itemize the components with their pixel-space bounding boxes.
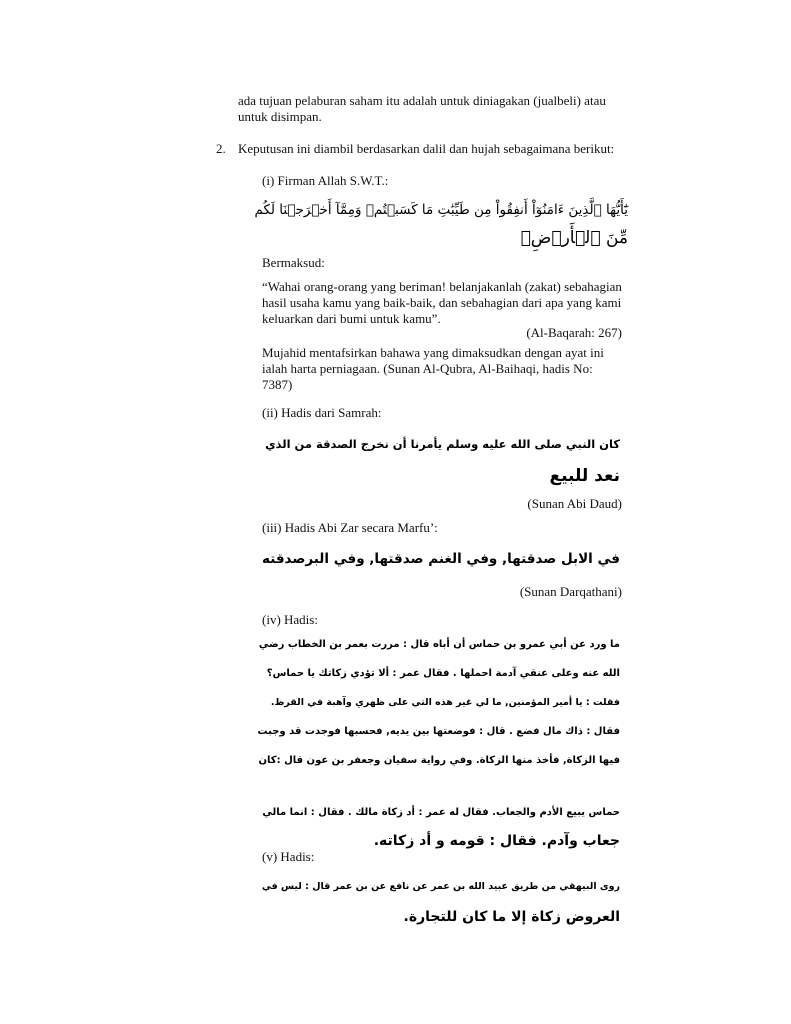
point-2-text: Keputusan ini diambil berdasarkan dalil dan hujah sebagaimana berikut: [238,141,615,156]
hadith-abi-zar-line-1: في الابل صدقتها, وفي الغنم صدقتها, وفي البرصدقته [262,551,620,567]
point-2-number: 2. [216,141,226,156]
item-2-heading: (ii) Hadis dari Samrah: [262,405,382,420]
hadith-hammas-line-7: جعاب وآدم. فقال : قومه و أد زكاته. [373,833,620,849]
quran-verse-line-2: مِّنَ ٱلۡأَرۡضِۖ [520,228,628,248]
hadith-abi-zar [252,542,620,576]
translation-line-2: hasil usaha kamu yang baik-baik, dan sebahagian dari apa yang kami [262,294,622,310]
item-4-heading: (iv) Hadis: [262,612,318,627]
hadith-baihaqi-line-2: العروض زكاة إلا ما كان للتجارة. [403,909,620,925]
hadith-samrah-source: (Sunan Abi Daud) [527,496,622,511]
hadith-hammas-line-3: فقلت : يا أمير المؤمنين, ما لي غير هذه التي على ظهري وآهبة في القرظ. [270,697,620,708]
hadith-hammas-line-1: ما ورد عن أبي عمرو بن حماس أن أباه قال : مررت بعمر بن الخطاب رضي [258,639,620,650]
hadith-hammas-line-5: فيها الزكاة, فأخذ منها الزكاة. وفي رواية سفيان وجعفر بن عون قال :كان [258,755,620,766]
item-5-heading: (v) Hadis: [262,849,315,864]
hadith-baihaqi-line-1: روى البيهقي من طريق عبيد الله بن عمر عن نافع عن بن عمر قال : ليس في [261,881,620,892]
intro-paragraph [238,93,630,125]
hadith-hammas-part-2 [254,798,620,856]
item-3-heading: (iii) Hadis Abi Zar secara Marfu’: [262,520,438,535]
hadith-samrah-line-1: كان النبي صلى الله عليه وسلم يأمرنا أن نخرج الصدقة من الذي [265,437,620,451]
bermaksud-label: Bermaksud: [262,255,325,270]
translation-line-3: keluarkan dari bumi untuk kamu”. [262,310,441,326]
verse-translation [262,279,624,327]
verse-source: (Al-Baqarah: 267) [526,325,622,340]
quran-verse-line-1: يَٰٓأَيُّهَا ٱلَّذِينَ ءَامَنُوٓاْ أَنفِقُواْ مِن طَيِّبَٰتِ مَا كَسَبۡتُمۡ وَمِمَّآ أَخۡرَجۡنَا لَكُم [254,202,628,218]
hadith-samrah [252,428,620,492]
hadith-hammas-line-2: الله عنه وعلى عنقي آدمة احملها . فقال عمر : ألا تؤدي زكاتك يا حماس؟ [266,668,620,679]
hadith-hammas-line-4: فقال : ذاك مال فضع . قال : فوضعتها بين يديه, فحسبها فوجدت قد وجبت [257,726,620,737]
translation-line-1: “Wahai orang-orang yang beriman! belanjakanlah (zakat) sebahagian [262,279,622,294]
item-1-heading: (i) Firman Allah S.W.T.: [262,173,389,188]
hadith-baihaqi [254,872,620,932]
intro-line-1: ada tujuan pelaburan saham itu adalah untuk diniagakan (jualbeli) atau [238,93,606,108]
hadith-hammas-part-1 [254,630,620,775]
tafsir-line-1: Mujahid mentafsirkan bahawa yang dimaksudkan dengan ayat ini [262,345,604,360]
hadith-samrah-line-2: نعد للبيع [549,466,620,486]
quran-verse [250,196,628,252]
tafsir-line-2: ialah harta perniagaan. (Sunan Al-Qubra, Al-Baihaqi, hadis No: [262,360,593,376]
hadith-abi-zar-source: (Sunan Darqathani) [519,584,622,599]
tafsir-paragraph [262,345,624,393]
tafsir-line-3: 7387) [262,376,293,392]
hadith-hammas-line-6: حماس يبيع الأدم والجعاب. فقال له عمر : أد زكاة مالك . فقال : انما مالي [262,807,620,818]
intro-line-2: untuk disimpan. [238,108,322,124]
